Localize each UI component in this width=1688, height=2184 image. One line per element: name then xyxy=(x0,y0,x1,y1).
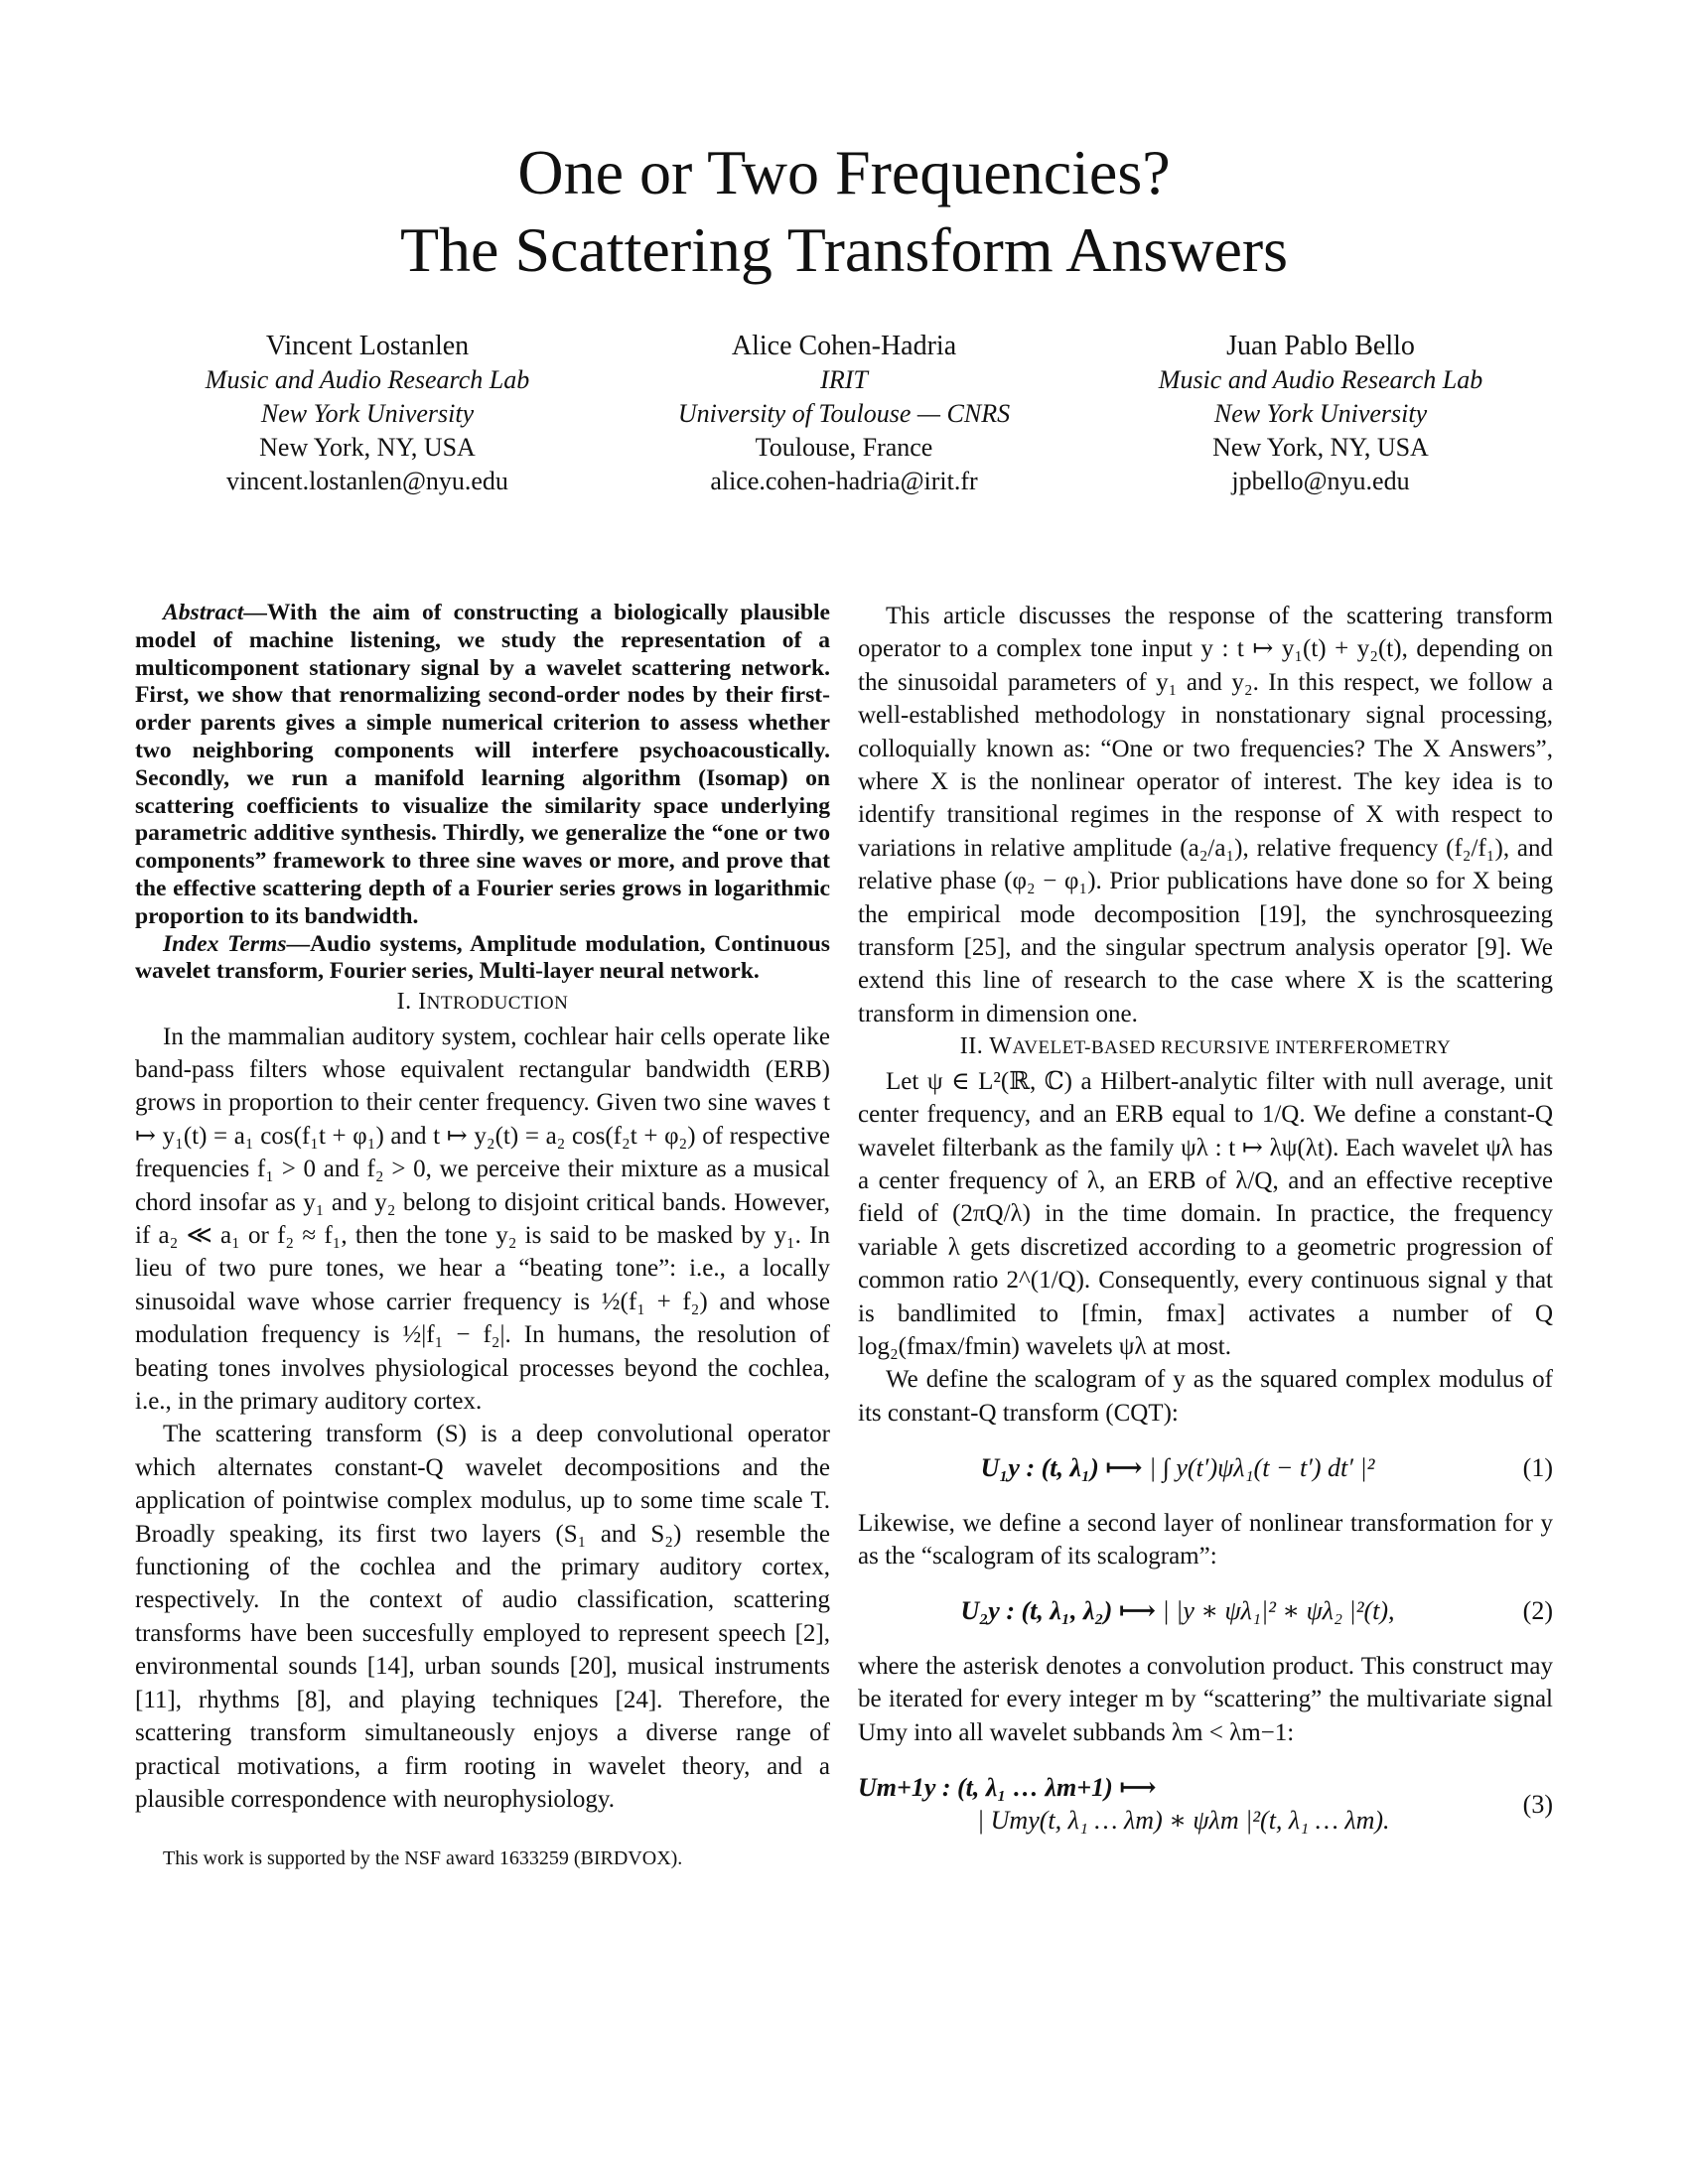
footnote: This work is supported by the NSF award 1633259 (BIRDVOX). xyxy=(163,1847,683,1870)
equation-2 xyxy=(858,1594,1553,1627)
author-block xyxy=(149,330,1539,498)
right-paragraph-3: We define the scalogram of y as the squared complex modulus of its constant-Q transform (CQT): xyxy=(858,1366,1553,1427)
section-heading-introduction: I. INTRODUCTION xyxy=(396,989,569,1016)
author-name: Alice Cohen-Hadria xyxy=(731,331,957,361)
author-1 xyxy=(149,330,586,498)
equation-3-body: Um+1y : (t, λ₁ … λm+1) ⟼ | Umy(t, λ₁ … λm) ∗ ψλm |²(t, λ₁ … λm). xyxy=(858,1773,1390,1836)
intro-paragraph-2: The scattering transform (S) is a deep convolutional operator which alternates constant-Q wavelet decompositions and the application of pointwise complex modulus, up to some time scale T. Broadly speaking, its first two layers (S₁ and S₂) resemble the functioning of the cochlea and the primary auditory cortex, respectively. In the context of audio classification, scattering transforms have been succesfully employed to represent speech [2], environmental sounds [14], urban sounds [20], musical instruments [11], rhythms [8], and playing techniques [24]. Therefore, the scattering transform simultaneously enjoys a diverse range of practical motivations, a firm rooting in wavelet theory, and a plausible correspondence with neurophysiology. xyxy=(135,1421,830,1813)
abstract-text: —With the aim of constructing a biologically plausible model of machine listening, we study the representation of a multicomponent stationary signal by a wavelet scattering network. First, we show that renormalizing second-order nodes by their first-order parents gives a simple numerical criterion to assess whether two neighboring components will interfere psychoacoustically. Secondly, we run a manifold learning algorithm (Isomap) on scattering coefficients to visualize the similarity space underlying parametric additive synthesis. Thirdly, we generalize the “one or two components” framework to three sine waves or more, and prove that the effective scattering depth of a Fourier series grows in logarithmic proportion to its bandwidth. xyxy=(135,600,830,929)
equation-2-number: (2) xyxy=(1522,1596,1553,1626)
title-line-2: The Scattering Transform Answers xyxy=(399,214,1289,285)
abstract-lead: Abstract xyxy=(163,600,244,625)
right-paragraph-4: Likewise, we define a second layer of nonlinear transformation for y as the “scalogram of its scalogram”: xyxy=(858,1509,1553,1570)
intro-paragraph-1: In the mammalian auditory system, cochlear hair cells operate like band-pass filters whose equivalent rectangular bandwidth (ERB) grows in proportion to their center frequency. Given two sine waves t ↦ y₁(t) = a₁ cos(f₁t + φ₁) and t ↦ y₂(t) = a₂ cos(f₂t + φ₂) of respective frequencies f₁ > 0 and f₂ > 0, we perceive their mixture as a musical chord insofar as y₁ and y₂ belong to disjoint critical bands. However, if a₂ ≪ a₁ or f₂ ≈ f₁, then the tone y₂ is said to be masked by y₁. In lieu of two pure tones, we hear a “beating tone”: i.e., a locally sinusoidal wave whose carrier frequency is ½(f₁ + f₂) and whose modulation frequency is ½|f₁ − f₂|. In humans, the resolution of beating tones involves physiological processes beyond the cochlea, i.e., in the primary auditory cortex. xyxy=(135,1023,830,1416)
author-location: New York, NY, USA xyxy=(259,433,476,462)
author-email[interactable]: alice.cohen-hadria@irit.fr xyxy=(710,467,978,495)
equation-3-number: (3) xyxy=(1522,1789,1553,1819)
index-terms-lead: Index Terms xyxy=(163,930,287,957)
author-3 xyxy=(1102,330,1539,498)
title-line-1: One or Two Frequencies? xyxy=(517,137,1171,207)
index-terms-text: —Audio systems, Amplitude modulation, Continuous wavelet transform, Fourier series, Multi-layer neural network. xyxy=(135,930,830,985)
paper-title xyxy=(0,134,1688,289)
author-lab: Music and Audio Research Lab xyxy=(205,365,530,394)
index-terms xyxy=(135,931,830,987)
author-institution: New York University xyxy=(1213,399,1428,428)
equation-3 xyxy=(858,1771,1553,1838)
author-lab: Music and Audio Research Lab xyxy=(1158,365,1483,394)
author-email[interactable]: jpbello@nyu.edu xyxy=(1231,467,1410,495)
author-institution: University of Toulouse — CNRS xyxy=(677,399,1011,428)
right-paragraph-5: where the asterisk denotes a convolution product. This construct may be iterated for every integer m by “scattering” the multivariate signal Umy into all wavelet subbands λm < λm−1: xyxy=(858,1652,1553,1746)
author-name: Vincent Lostanlen xyxy=(265,331,470,361)
equation-1 xyxy=(858,1451,1553,1484)
right-column xyxy=(858,600,1553,1859)
author-institution: New York University xyxy=(260,399,475,428)
author-name: Juan Pablo Bello xyxy=(1226,331,1415,361)
right-paragraph-1: This article discusses the response of the scattering transform operator to a complex tone input y : t ↦ y₁(t) + y₂(t), depending on the sinusoidal parameters of y₁ and y₂. In this respect, we follow a well-established methodology in nonstationary signal processing, colloquially known as: “One or two frequencies? The X Answers”, where X is the nonlinear operator of interest. The key idea is to identify transitional regimes in the response of X with respect to variations in relative amplitude (a₂/a₁), relative frequency (f₂/f₁), and relative phase (φ₂ − φ₁). Prior publications have done so for X being the empirical mode decomposition [19], the synchrosqueezing transform [25], and the singular spectrum analysis operator [9]. We extend this line of research to the case where X is the scattering transform in dimension one. xyxy=(858,603,1553,1027)
author-2 xyxy=(626,330,1062,498)
right-paragraph-2: Let ψ ∈ L²(ℝ, ℂ) a Hilbert-analytic filter with null average, unit center frequency, and an ERB equal to 1/Q. We define a constant-Q wavelet filterbank as the family ψλ : t ↦ λψ(λt). Each wavelet ψλ has a center frequency of λ, an ERB of λ/Q, and an effective receptive field of (2πQ/λ) in the time domain. In practice, the frequency variable λ gets discretized according to a geometric progression of common ratio 2^(1/Q). Consequently, every continuous signal y that is bandlimited to [fmin, fmax] activates a number of Q log₂(fmax/fmin) wavelets ψλ at most. xyxy=(858,1067,1553,1360)
author-location: New York, NY, USA xyxy=(1212,433,1429,462)
author-email[interactable]: vincent.lostanlen@nyu.edu xyxy=(226,467,508,495)
author-lab: IRIT xyxy=(820,365,868,394)
equation-1-number: (1) xyxy=(1522,1453,1553,1483)
abstract xyxy=(135,600,830,931)
author-location: Toulouse, France xyxy=(755,433,933,462)
left-column xyxy=(135,600,830,1871)
equation-1-body: U₁y : (t, λ₁) ⟼ | ∫ y(t′)ψλ₁(t − t′) dt′ |² xyxy=(980,1453,1375,1483)
section-heading-wavelet: II. WAVELET-BASED RECURSIVE INTERFEROMETRY xyxy=(959,1033,1452,1060)
equation-2-body: U₂y : (t, λ₁, λ₂) ⟼ | |y ∗ ψλ₁|² ∗ ψλ₂ |²(t), xyxy=(960,1596,1395,1626)
